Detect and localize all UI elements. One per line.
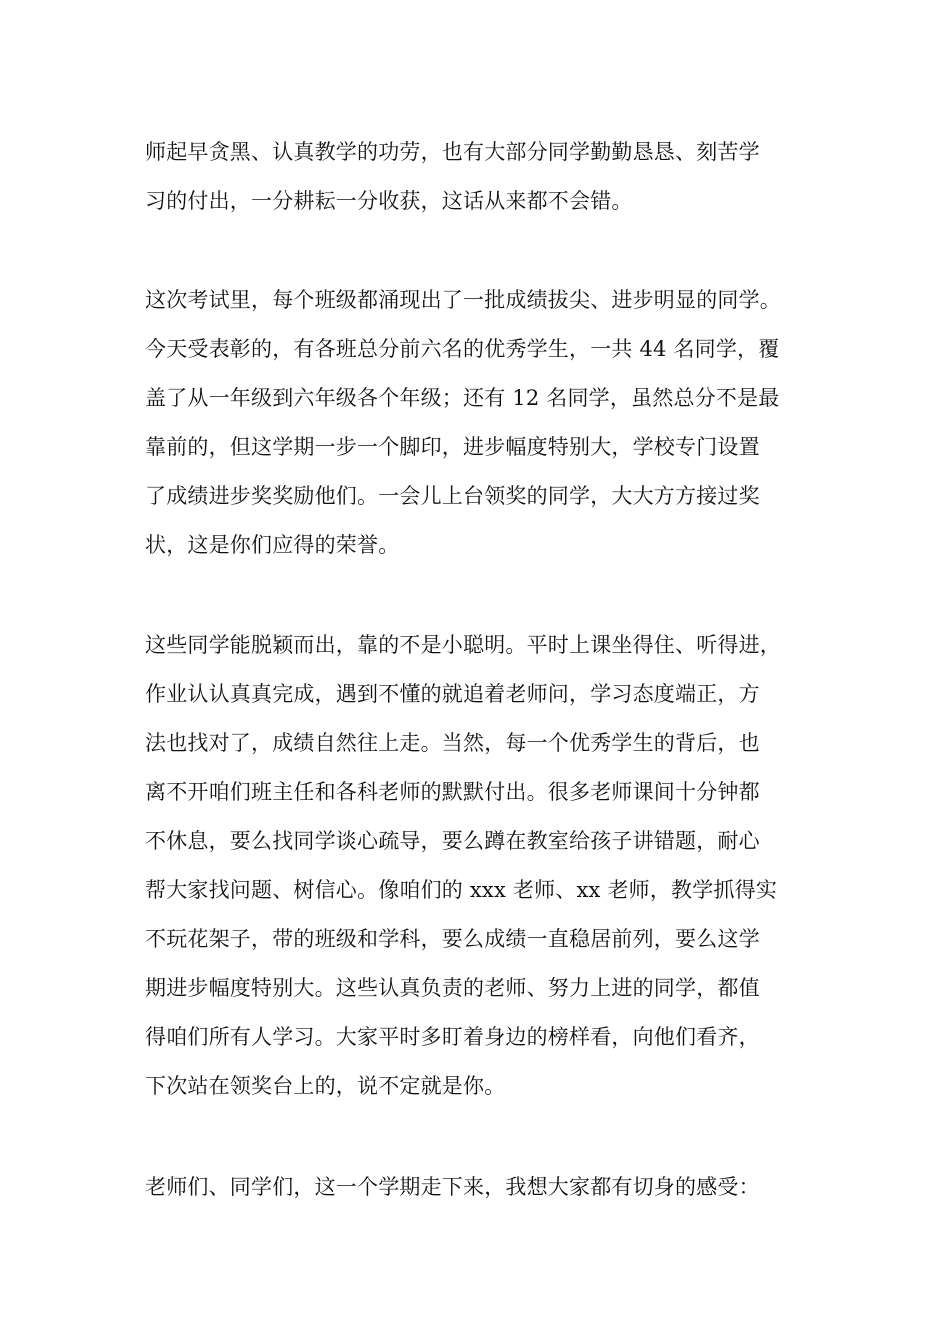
text-line: 得咱们所有人学习。大家平时多盯着身边的榜样看，向他们看齐，	[145, 1025, 760, 1049]
paragraph-4	[145, 1163, 825, 1212]
paragraph-3	[145, 621, 825, 1111]
text-line: 作业认认真真完成，遇到不懂的就追着老师问，学习态度端正，方	[145, 682, 760, 706]
text-line: 今天受表彰的，有各班总分前六名的优秀学生，一共 44 名同学，覆	[145, 337, 780, 361]
text-line: 这些同学能脱颖而出，靠的不是小聪明。平时上课坐得住、听得进，	[145, 633, 781, 657]
text-line: 状，这是你们应得的荣誉。	[145, 533, 400, 557]
text-line: 这次考试里，每个班级都涌现出了一批成绩拔尖、进步明显的同学。	[145, 288, 781, 312]
paragraph-2	[145, 276, 825, 570]
text-line: 法也找对了，成绩自然往上走。当然，每一个优秀学生的背后，也	[145, 731, 760, 755]
text-line: 帮大家找问题、树信心。像咱们的 xxx 老师、xx 老师，教学抓得实	[145, 878, 778, 902]
text-line: 期进步幅度特别大。这些认真负责的老师、努力上进的同学，都值	[145, 976, 760, 1000]
text-line: 靠前的，但这学期一步一个脚印，进步幅度特别大，学校专门设置	[145, 435, 760, 459]
text-line: 离不开咱们班主任和各科老师的默默付出。很多老师课间十分钟都	[145, 780, 760, 804]
paragraph-1	[145, 128, 825, 226]
text-line: 下次站在领奖台上的，说不定就是你。	[145, 1074, 506, 1098]
text-line: 老师们、同学们，这一个学期走下来，我想大家都有切身的感受：	[145, 1175, 760, 1199]
text-line: 不休息，要么找同学谈心疏导，要么蹲在教室给孩子讲错题，耐心	[145, 829, 760, 853]
text-line: 师起早贪黑、认真教学的功劳，也有大部分同学勤勤恳恳、刻苦学	[145, 140, 760, 164]
text-line: 了成绩进步奖奖励他们。一会儿上台领奖的同学，大大方方接过奖	[145, 484, 760, 508]
text-line: 习的付出，一分耕耘一分收获，这话从来都不会错。	[145, 189, 633, 213]
text-line: 盖了从一年级到六年级各个年级；还有 12 名同学，虽然总分不是最	[145, 386, 780, 410]
text-line: 不玩花架子，带的班级和学科，要么成绩一直稳居前列，要么这学	[145, 927, 760, 951]
